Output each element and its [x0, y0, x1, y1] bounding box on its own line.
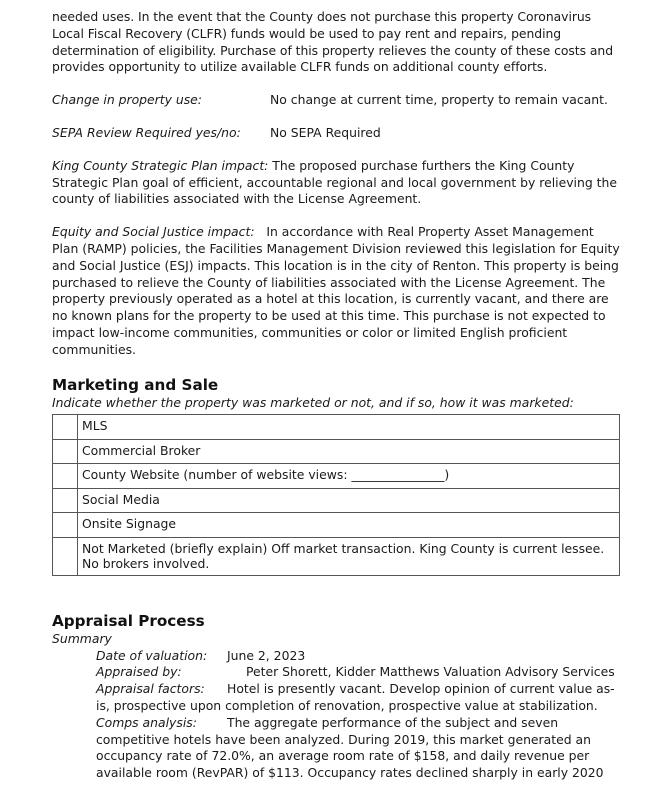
social-media-checkbox[interactable]	[53, 488, 78, 513]
property-use-label: Change in property use:	[52, 92, 202, 108]
marketing-option-label: Not Marketed (briefly explain) Off market transaction. King County is current lessee. No brokers involved.	[78, 537, 620, 575]
equity-text: In accordance with Real Property Asset Management Plan (RAMP) policies, the Facilities Management Division reviewed this legislation for Equity and Social Justice (ESJ) impacts. This location is in the city of Renton. This property is being purchased to relieve the County of liabilities associated with the License Agreement. The property previously operated as a hotel at this location, is currently vacant, and there are no known plans for the property to be used at this time. This purchase is not expected to impact low-income communities, communities or color or limited English proficient communities.	[52, 224, 624, 357]
appraisal-factors-value: Hotel is presently vacant. Develop opinion of current value as-is, prospective upon completion of renovation, prospective value at stabilization.	[96, 681, 615, 714]
appraisal-factors-paragraph	[96, 681, 620, 715]
property-use-row	[52, 92, 620, 109]
strategic-plan-text: The proposed purchase furthers the King County Strategic Plan goal of efficient, accountable regional and local government by relieving the county of liabilities associated with the License Agreement.	[52, 157, 617, 207]
marketing-option-label: Commercial Broker	[78, 439, 620, 464]
comps-analysis-label: Comps analysis:	[96, 714, 197, 730]
comps-analysis-paragraph	[96, 715, 620, 782]
marketing-heading: Marketing and Sale	[52, 375, 219, 394]
appraised-by-value: Peter Shorett, Kidder Matthews Valuation Advisory Services	[246, 664, 615, 680]
sepa-row	[52, 125, 620, 142]
mls-checkbox[interactable]	[53, 415, 78, 440]
marketing-row-onsite-signage	[53, 513, 620, 538]
comps-analysis-value: The aggregate performance of the subject and seven competitive hotels have been analyzed. During 2019, this market generated an occupancy rate of 72.0%, an average room rate of $158, and daily revenue per available room (RevPAR) of $113. Occupancy rates declined sharply in early 2020	[96, 714, 604, 781]
property-use-value: No change at current time, property to remain vacant.	[270, 92, 608, 108]
valuation-date-value: June 2, 2023	[227, 647, 306, 663]
marketing-row-not-marketed	[53, 537, 620, 575]
equity-paragraph	[52, 224, 624, 358]
commercial-broker-checkbox[interactable]	[53, 439, 78, 464]
appraised-by-label: Appraised by:	[96, 664, 182, 680]
marketing-row-commercial-broker	[53, 439, 620, 464]
marketing-table	[52, 414, 620, 576]
marketing-instruction: Indicate whether the property was marketed or not, and if so, how it was marketed:	[52, 394, 574, 410]
appraisal-summary-label: Summary	[52, 630, 112, 646]
strategic-plan-paragraph	[52, 158, 620, 208]
marketing-option-label: County Website (number of website views: _______________)	[78, 464, 620, 489]
sepa-value: No SEPA Required	[270, 124, 381, 140]
appraisal-details	[96, 648, 620, 782]
strategic-plan-label: King County Strategic Plan impact:	[52, 157, 269, 173]
onsite-signage-checkbox[interactable]	[53, 513, 78, 538]
sepa-label: SEPA Review Required yes/no:	[52, 124, 241, 140]
appraised-by-row	[96, 664, 620, 681]
marketing-option-label: Onsite Signage	[78, 513, 620, 538]
appraisal-factors-label: Appraisal factors:	[96, 681, 205, 697]
valuation-date-row	[96, 648, 620, 665]
document-page	[52, 9, 624, 782]
valuation-date-label: Date of valuation:	[96, 647, 208, 663]
marketing-row-county-website	[53, 464, 620, 489]
appraisal-heading: Appraisal Process	[52, 611, 205, 630]
intro-paragraph: needed uses. In the event that the County does not purchase this property Coronavirus Local Fiscal Recovery (CLFR) funds would be used to pay rent and repairs, pending determination of eligibility. Purchase of this property relieves the county of these costs and provides opportunity to utilize available CLFR funds on additional county efforts.	[52, 9, 614, 75]
not-marketed-checkbox[interactable]	[53, 537, 78, 575]
marketing-row-social-media	[53, 488, 620, 513]
marketing-option-label: MLS	[78, 415, 620, 440]
marketing-row-mls	[53, 415, 620, 440]
marketing-option-label: Social Media	[78, 488, 620, 513]
equity-label: Equity and Social Justice impact:	[52, 224, 255, 240]
county-website-checkbox[interactable]	[53, 464, 78, 489]
